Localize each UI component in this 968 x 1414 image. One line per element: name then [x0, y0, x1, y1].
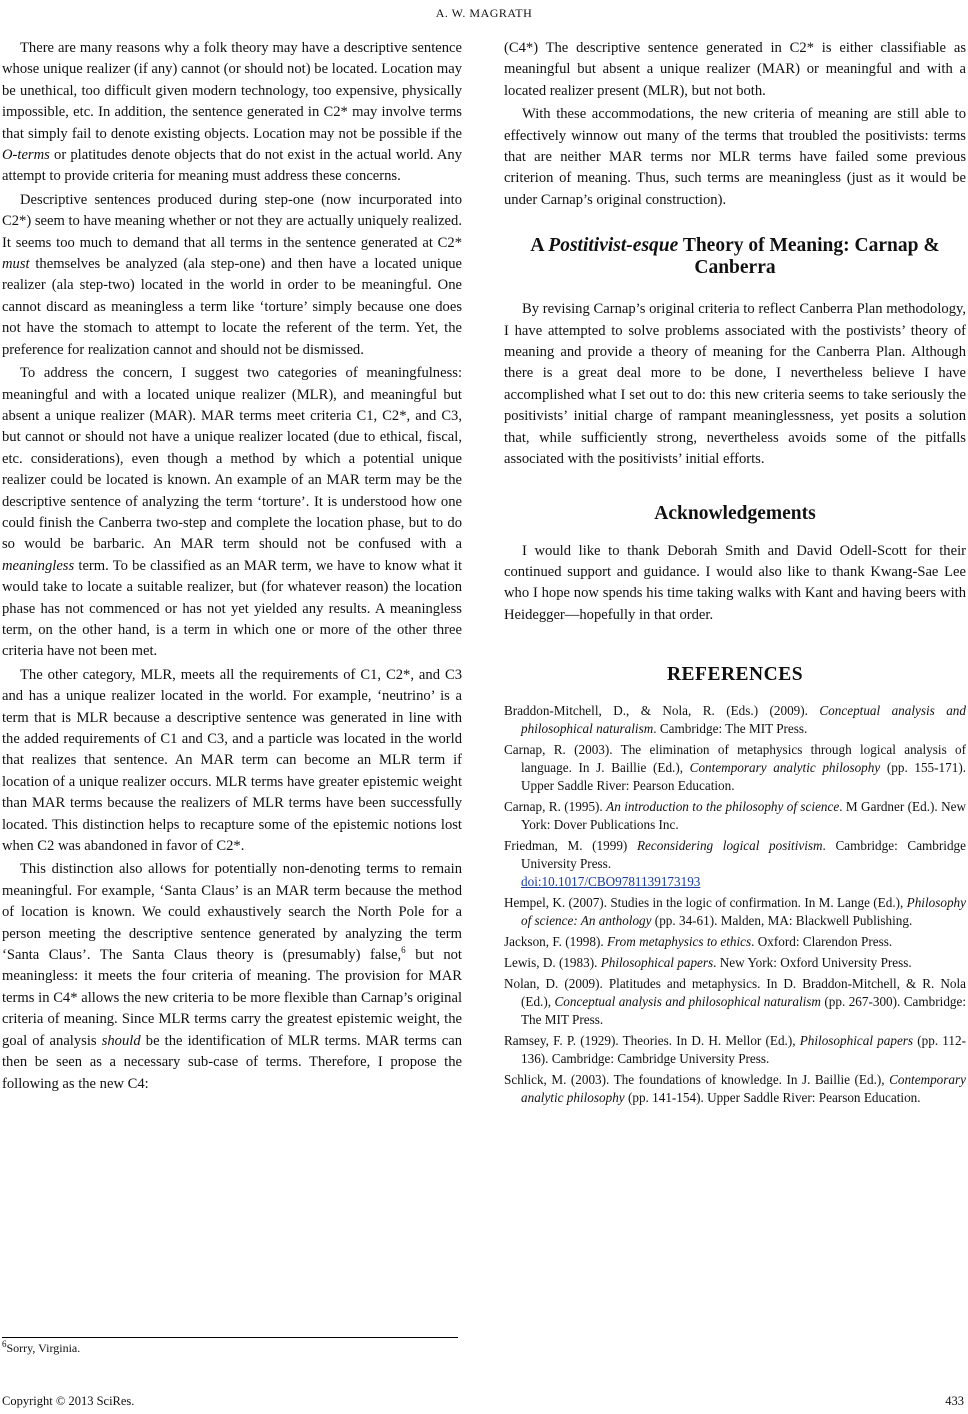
- page-number: 433: [945, 1394, 964, 1408]
- reference-item: Ramsey, F. P. (1929). Theories. In D. H. Mellor (Ed.), Philosophical papers (pp. 112-136). Cambridge: Cambridge University Press.: [504, 1033, 966, 1067]
- reference-item: Hempel, K. (2007). Studies in the logic of confirmation. In M. Lange (Ed.), Philosophy of science: An anthology (pp. 34-61). Malden, MA: Blackwell Publishing.: [504, 895, 966, 929]
- reference-item: Braddon-Mitchell, D., & Nola, R. (Eds.) (2009). Conceptual analysis and philosophical naturalism. Cambridge: The MIT Press.: [504, 703, 966, 737]
- acknowledgements-heading: Acknowledgements: [654, 502, 816, 524]
- footnote-divider: [2, 1337, 458, 1338]
- references-heading: REFERENCES: [666, 664, 804, 686]
- reference-item: Lewis, D. (1983). Philosophical papers. New York: Oxford University Press.: [504, 955, 912, 971]
- paragraph: With these accommodations, the new criteria of meaning are still able to effectively winnow out many of the terms that troubled the positivists: terms that are neither MAR terms nor MLR terms have failed some previous criterion of meaning. Thus, such terms are meaningless (just as it would be under Carnap’s original construction).: [504, 106, 966, 208]
- footnote-marker[interactable]: 6: [401, 945, 406, 956]
- left-column: [2, 38, 462, 1095]
- references-list: [504, 702, 966, 1107]
- reference-item: Nolan, D. (2009). Platitudes and metaphysics. In D. Braddon-Mitchell, & R. Nola (Ed.), Conceptual analysis and philosophical naturalism (pp. 267-300). Cambridge: The MIT Press.: [504, 976, 967, 1028]
- reference-item: Friedman, M. (1999) Reconsidering logical positivism. Cambridge: Cambridge University Press. doi:10.1017/CBO9781139173193: [504, 838, 966, 890]
- paragraph: Descriptive sentences produced during step-one (now incurporated into C2*) seem to have meaning whether or not they are actually uniquely realized. It seems too much to demand that all terms in the sentence generated at C2* must themselves be analyzed (ala step-one) and then have a located unique realizer (ala step-two) located in the world in order to be meaningful. One cannot discard as meaningless a term like ‘torture’ simply because one does not have the stomach to attempt to locate the referent of the term. Yet, the preference for realization cannot and should not be dismissed.: [2, 191, 462, 358]
- reference-item: Schlick, M. (2003). The foundations of knowledge. In J. Baillie (Ed.), Contemporary analytic philosophy (pp. 141-154). Upper Saddle River: Pearson Education.: [504, 1072, 966, 1106]
- copyright-notice: Copyright © 2013 SciRes.: [2, 1394, 135, 1408]
- right-column: [504, 38, 966, 1110]
- paragraph: The other category, MLR, meets all the requirements of C1, C2*, and C3 and has a unique realizer located in the world. For example, ‘neutrino’ is a term that is MLR because a descriptive sentence was generated in line with the added requirements of C1 and C3, and a particle was located in the world that realizes that sentence. An MAR term can become an MLR term if location of a unique realizer occurs. MLR terms have greater epistemic weight than MAR terms because the realizers of MLR terms have been successfully located. This distinction helps to recapture some of the epistemic notions lost when C2 was abandoned in favor of C2*.: [2, 666, 462, 855]
- reference-item: Carnap, R. (2003). The elimination of metaphysics through logical analysis of language. In J. Baillie (Ed.), Contemporary analytic philosophy (pp. 155-171). Upper Saddle River: Pearson Education.: [504, 742, 967, 794]
- reference-item: Jackson, F. (1998). From metaphysics to ethics. Oxford: Clarendon Press.: [504, 934, 893, 950]
- paragraph: There are many reasons why a folk theory may have a descriptive sentence whose unique realizer (if any) cannot (or should not) be located. Location may be unethical, too difficult given modern technology, too expensive, physically impossible, etc. In addition, the sentence generated in C2* may involve terms that simply fail to denote existing objects. Location may not be possible if the O-terms or platitudes denote objects that do not exist in the actual world. Any attempt to provide criteria for meaning must address these concerns.: [2, 40, 462, 185]
- paragraph: By revising Carnap’s original criteria to reflect Canberra Plan methodology, I have attempted to solve problems associated with the postivists’ theory of meaning and provide a theory of meaning for the Canberra Plan. Although there is a great deal more to be done, I nevertheless believe I have accomplished what I set out to do: this new criteria seems to take seriously the positivists’ initial charge of rampant meaninglessness, yet posits a solution that, while sufficiently strong, nevertheless avoids some of the pitfalls associated with the positivists’ initial efforts.: [504, 301, 966, 468]
- reference-item: Carnap, R. (1995). An introduction to the philosophy of science. M Gardner (Ed.). New York: Dover Publications Inc.: [504, 799, 966, 833]
- acknowledgements-text: I would like to thank Deborah Smith and David Odell-Scott for their continued support and guidance. I would also like to thank Kwang-Sae Lee who I hope now spends his time taking walks with Kant and having beers with Heidegger—hopefully in that order.: [504, 542, 966, 623]
- footnote: $^6$Sorry, Virginia.: [2, 1339, 81, 1355]
- block-quote: (C4*) The descriptive sentence generated in C2* is either classifiable as meaningful but absent a unique realizer (MAR) or meaningful and with a located realizer present (MLR), but not both.: [504, 40, 966, 99]
- running-head: A. W. MAGRATH: [435, 6, 533, 20]
- paragraph: To address the concern, I suggest two categories of meaningfulness: meaningful and with a located unique realizer (MLR), and meaningful but absent a unique realizer (MAR). MAR terms meet criteria C1, C2*, and C3, but cannot or should not have a unique realizer located (due to ethical, fiscal, etc. considerations), even though a method by which a potential unique realizer could be located is known. An example of an MAR term may be the descriptive sentence of analyzing the term ‘torture’. It is understood how one could finish the Canberra two-step and complete the location phase, but to do so would be barbaric. An MAR term should not be confused with a meaningless term. To be classified as an MAR term, we have to know what it would take to locate a suitable realizer, but (for whatever reason) the location phase has not commenced or has not yet yielded any results. A meaningless term, on the other hand, is a term in which one or more of the other three criteria have not been met.: [2, 365, 462, 660]
- doi-link[interactable]: doi:10.1017/CBO9781139173193: [521, 874, 701, 890]
- section-heading: A Postitivist-esque Theory of Meaning: Carnap & Canberra: [530, 235, 940, 279]
- paragraph: This distinction also allows for potentially non-denoting terms to remain meaningful. For example, ‘Santa Claus’ is an MAR term because the method of location is known. We could exhaustively search the North Pole for a person meeting the descriptive sentence generated by analyzing the term ‘Santa Claus’. The Santa Claus theory is (presumably) false,$^6$ but not meaningless: it meets the four criteria of meaning. The provision for MAR terms in C4* allows the new criteria to be more flexible than Carnap’s original criteria of meaning. Since MLR terms carry the greatest epistemic weight, the goal of analysis should be the identification of MLR terms. MAR terms can then be seen as a necessary sub-case of terms. Therefore, I propose the following as the new C4:: [2, 861, 462, 1092]
